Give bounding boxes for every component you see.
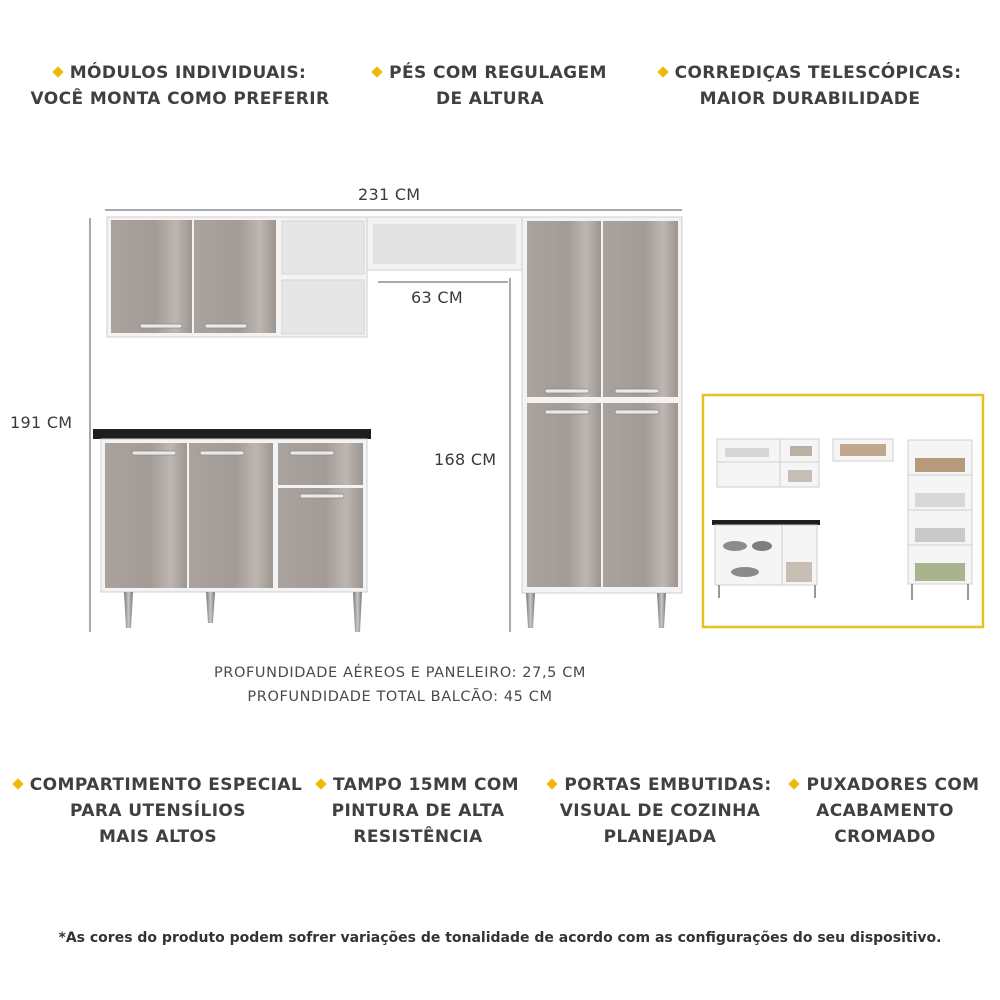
base-cabinet [93,429,371,632]
feature-tampo [308,772,528,850]
feature-compartimento [8,772,308,850]
tall-height-label: 168 CM [434,450,497,469]
base-door-center [189,443,273,588]
bullet-diamond-icon [315,778,326,789]
feature-portas [540,772,780,850]
feature-line: VOCÊ MONTA COMO PREFERIR [30,89,330,109]
handle-icon [615,389,659,393]
leg-icon [526,593,535,628]
handle-icon [140,324,182,328]
depth-note-upper: PROFUNDIDADE AÉREOS E PANELEIRO: 27,5 CM [213,665,587,681]
handle-icon [132,451,176,455]
color-disclaimer: *As cores do produto podem sofrer variações de tonalidade de acordo com as configurações do seu dispositivo. [58,930,942,946]
tall-door-upper-right [603,221,678,397]
open-niche [367,217,522,270]
bullet-diamond-icon [547,778,558,789]
handle-icon [290,451,334,455]
tall-cabinet [522,217,682,628]
base-door-left [105,443,187,588]
open-view-inset [703,395,983,627]
feature-line: VISUAL DE COZINHA [559,801,761,821]
feature-line: DE ALTURA [435,89,545,109]
base-drawer [278,443,363,485]
total-height-label: 191 CM [10,413,73,432]
leg-icon [124,592,133,628]
feature-line: PÉS COM REGULAGEM [389,63,607,83]
feature-line: CROMADO [834,827,936,847]
base-door-right [278,488,363,588]
tall-door-lower-right [603,403,678,587]
feature-line: PLANEJADA [603,827,717,847]
feature-line: RESISTÊNCIA [353,827,483,847]
handle-icon [300,494,344,498]
feature-line: MÓDULOS INDIVIDUAIS: [69,63,307,83]
leg-icon [206,592,215,623]
feature-line: COMPARTIMENTO ESPECIAL [29,775,303,795]
countertop [93,429,371,439]
tall-door-upper-left [527,221,601,397]
leg-icon [353,592,362,632]
tall-door-lower-left [527,403,601,587]
feature-line: MAIOR DURABILIDADE [699,89,921,109]
handle-icon [200,451,244,455]
total-width-label: 231 CM [358,185,421,204]
handle-icon [545,410,589,414]
feature-puxadores [785,772,985,850]
feature-line: PARA UTENSÍLIOS [70,801,246,821]
upper-door-left [111,220,192,333]
feature-line: ACABAMENTO [816,801,954,821]
feature-line: TAMPO 15MM COM [332,775,520,795]
gap-width-label: 63 CM [411,288,463,307]
feature-line: PINTURA DE ALTA [331,801,505,821]
feature-line: CORREDIÇAS TELESCÓPICAS: [674,63,962,83]
bullet-diamond-icon [12,778,23,789]
feature-line: PORTAS EMBUTIDAS: [564,775,772,795]
leg-icon [657,593,666,628]
handle-icon [545,389,589,393]
depth-note-base: PROFUNDIDADE TOTAL BALCÃO: 45 CM [247,689,553,705]
upper-cabinet [107,217,367,337]
handle-icon [615,410,659,414]
bullet-diamond-icon [789,778,800,789]
feature-line: MAIS ALTOS [98,827,218,847]
handle-icon [205,324,247,328]
upper-door-right [194,220,276,333]
feature-line: PUXADORES COM [806,775,980,795]
